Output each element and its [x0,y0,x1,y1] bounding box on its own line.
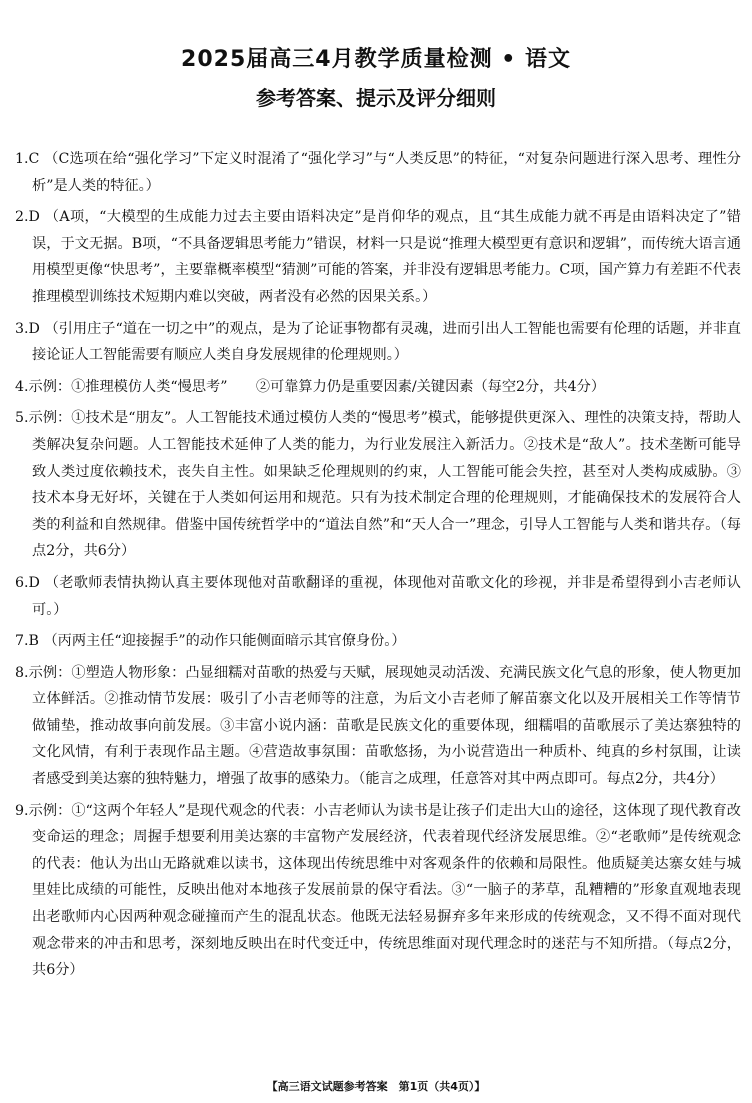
answer-item-7: 7.B （丙两主任“迎接握手”的动作只能侧面暗示其官僚身份。） [15,633,406,650]
answer-item-4: 4.示例：①推理模仿人类“慢思考” ②可靠算力仍是重要因素/关键因素（每空2分，共4分） [15,378,606,395]
answer-item-8: 8.示例：①塑造人物形象：凸显细糯对苗歌的热爱与天赋，展现她灵动活泼、充满民族文化气息的形象，使人物更加立体鲜活。②推动情节发展：吸引了小吉老师等的注意，为后文小吉老师了解苗寨文化以及开展相关工作等情节做铺垫，推动故事向前发展。③丰富小说内涵：苗歌是民族文化的重要体现，细糯唱的苗歌展示了美达寨独特的文化风情，有利于表现作品主题。④营造故事氛围：苗歌悠扬，为小说营造出一种质朴、纯真的乡村氛围，让读者感受到美达寨的独特魅力，增强了故事的感染力。（能言之成理，任意答对其中两点即可。每点2分，共4分） [15,664,741,788]
page-title: 2025届高三4月教学质量检测 • 语文 [181,47,571,72]
answer-item-2: 2.D （A项，“大模型的生成能力过去主要由语料决定”是肖仰华的观点，且“其生成能力就不再是由语料决定了”错误，于文无据。B项，“不具备逻辑思考能力”错误，材料一只是说“推理大模型更有意识和逻辑”，而传统大语言通用模型更像“快思考”，主要靠概率模型“猜测”可能的答案，并非没有逻辑思考能力。C项，国产算力有差距不代表推理模型训练技术短期内难以突破，两者没有必然的因果关系。） [15,209,741,305]
answer-item-3: 3.D （引用庄子“道在一切之中”的观点，是为了论证事物都有灵魂，进而引出人工智能也需要有伦理的话题，并非直接论证人工智能需要有顺应人类自身发展规律的伦理规则。） [15,320,741,364]
page-footer: 【高三语文试题参考答案 第1页（共4页）】 [266,1080,486,1093]
answer-item-5: 5.示例：①技术是“朋友”。人工智能技术通过模仿人类的“慢思考”模式，能够提供更深入、理性的决策支持，帮助人类解决复杂问题。人工智能技术延伸了人类的能力，为行业发展注入新活力。②技术是“敌人”。技术垄断可能导致人类过度依赖技术，丧失自主性。如果缺乏伦理规则的约束，人工智能可能会失控，甚至对人类构成威胁。③技术本身无好坏，关键在于人类如何运用和规范。只有为技术制定合理的伦理规则，才能确保技术的发展符合人类的利益和自然规律。借鉴中国传统哲学中的“道法自然”和“天人合一”理念，引导人工智能与人类和谐共存。（每点2分，共6分） [15,410,741,560]
answer-item-9: 9.示例：①“这两个年轻人”是现代观念的代表：小吉老师认为读书是让孩子们走出大山的途径，这体现了现代教育改变命运的理念；周握手想要利用美达寨的丰富物产发展经济，代表着现代经济发展思维。②“老歌师”是传统观念的代表：他认为出山无路就难以读书，这体现出传统思维中对客观条件的依赖和局限性。他质疑美达寨女娃与城里娃比成绩的可能性，反映出他对本地孩子发展前景的保守看法。③“一脑子的茅草，乱糟糟的”形象直观地表现出老歌师内心因两种观念碰撞而产生的混乱状态。他既无法轻易摒弃多年来形成的传统观念，又不得不面对现代观念带来的冲击和思考，深刻地反映出在时代变迁中，传统思维面对现代理念时的迷茫与不知所措。（每点2分，共6分） [15,802,741,979]
answer-list [15,146,741,989]
answer-item-6: 6.D （老歌师表情执拗认真主要体现他对苗歌翻译的重视，体现他对苗歌文化的珍视，并非是希望得到小吉老师认可。） [15,574,741,618]
answer-item-1: 1.C （C选项在给“强化学习”下定义时混淆了“强化学习”与“人类反思”的特征，“对复杂问题进行深入思考、理性分析”是人类的特征。） [15,151,741,194]
page-subtitle: 参考答案、提示及评分细则 [256,86,496,110]
